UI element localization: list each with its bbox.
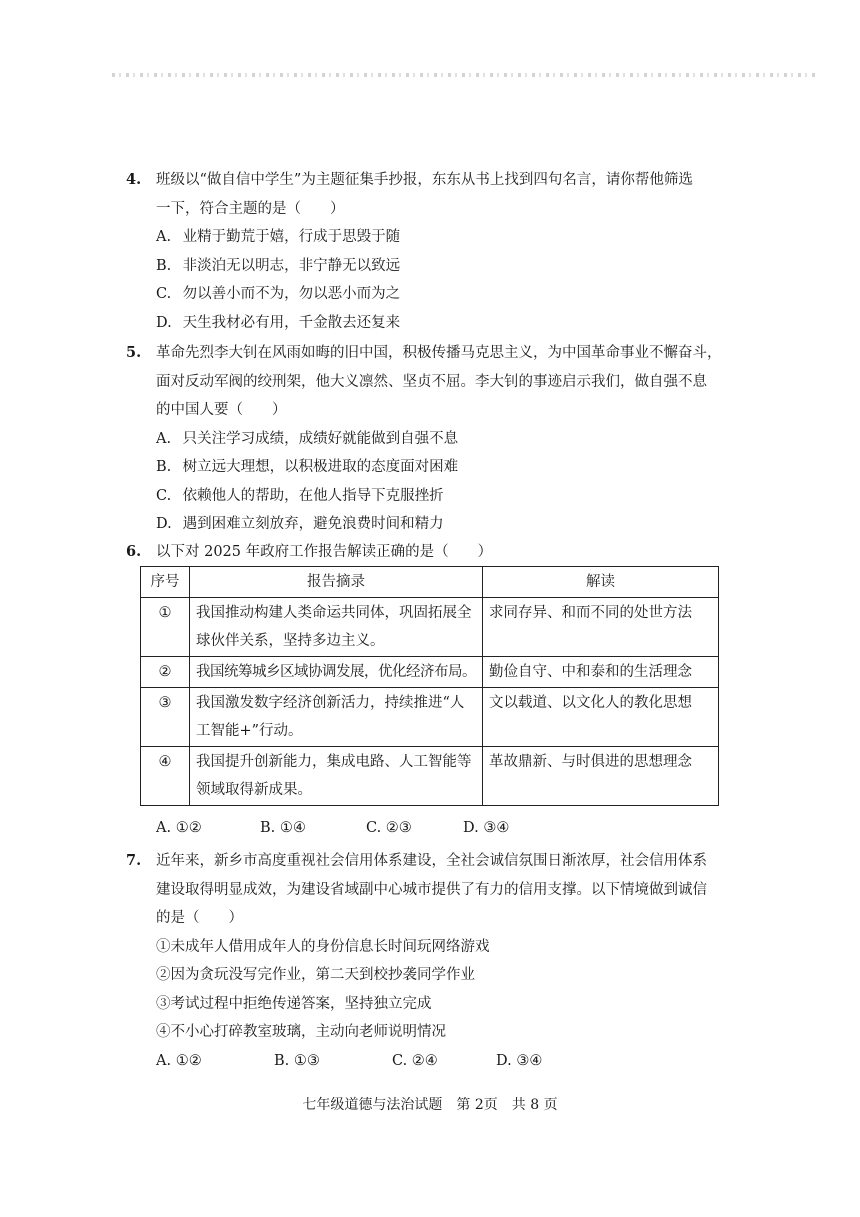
row-number: ④ xyxy=(141,747,190,806)
option-c: C. ②④ xyxy=(392,1052,438,1069)
question-stem: 革命先烈李大钊在风雨如晦的旧中国，积极传播马克思主义，为中国革命事业不懈奋斗， xyxy=(156,345,722,361)
option-b: B. 树立远大理想，以积极进取的态度面对困难 xyxy=(156,459,459,475)
question-stem-cont: 建设取得明显成效，为建设省域副中心城市提供了有力的信用支撑。以下情境做到诚信 xyxy=(156,881,707,898)
page-footer: 七年级道德与法治试题 第 2页 共 8 页 xyxy=(302,1097,558,1113)
question-4 xyxy=(126,166,736,337)
option-a: A. ①② xyxy=(156,820,202,836)
row-interp: 文以载道、以文化人的教化思想 xyxy=(483,688,719,747)
row-number: ① xyxy=(141,598,190,657)
question-number: 6. xyxy=(126,543,142,560)
question-5 xyxy=(126,339,736,539)
question-6-options xyxy=(126,814,736,843)
option-a: A. 只关注学习成绩，成绩好就能做到自强不息 xyxy=(156,430,459,447)
statement-item: ①未成年人借用成年人的身份信息长时间玩网络游戏 xyxy=(156,938,490,955)
table-row xyxy=(141,747,719,806)
option-b: B. ①③ xyxy=(274,1052,320,1069)
option-b: B. ①④ xyxy=(260,820,306,836)
header-excerpt: 报告摘录 xyxy=(190,567,483,598)
question-stem: 班级以“做自信中学生”为主题征集手抄报，东东从书上找到四句名言，请你帮他筛选 xyxy=(156,172,693,188)
header-no: 序号 xyxy=(141,567,190,598)
question-6 xyxy=(126,538,736,567)
option-c: C. 依赖他人的帮助，在他人指导下克服挫折 xyxy=(156,487,444,504)
table-header-row xyxy=(141,567,719,598)
table-row xyxy=(141,688,719,747)
row-interp: 求同存异、和而不同的处世方法 xyxy=(483,598,719,657)
option-a: A. 业精于勤荒于嬉，行成于思毁于随 xyxy=(156,229,401,245)
row-excerpt: 我国推动构建人类命运共同体，巩固拓展全 球伙伴关系，坚持多边主义。 xyxy=(190,598,483,657)
question-stem-cont: 的是（ ） xyxy=(156,910,243,926)
question-stem-cont: 面对反动军阀的绞刑架，他大义凛然、坚贞不屈。李大钊的事迹启示我们，做自强不息 xyxy=(156,373,707,390)
question-stem: 近年来，新乡市高度重视社会信用体系建设，全社会诚信氛围日渐浓厚，社会信用体系 xyxy=(156,853,707,869)
scan-artifact-top xyxy=(112,73,816,77)
row-interp: 勤俭自守、中和泰和的生活理念 xyxy=(483,657,719,688)
question-number: 5. xyxy=(126,344,142,361)
option-a: A. ①② xyxy=(156,1052,202,1069)
option-d: D. 天生我材必有用，千金散去还复来 xyxy=(156,314,401,331)
option-d: D. 遇到困难立刻放弃，避免浪费时间和精力 xyxy=(156,516,444,532)
report-table xyxy=(140,566,719,806)
question-stem-cont: 的中国人要（ ） xyxy=(156,402,287,418)
question-number: 4. xyxy=(126,171,142,188)
option-b: B. 非淡泊无以明志，非宁静无以致远 xyxy=(156,257,401,274)
row-interp: 革故鼎新、与时俱进的思想理念 xyxy=(483,747,719,806)
option-c: C. ②③ xyxy=(366,820,412,836)
statement-item: ③考试过程中拒绝传递答案，坚持独立完成 xyxy=(156,995,432,1012)
statement-item: ④不小心打碎教室玻璃，主动向老师说明情况 xyxy=(156,1024,446,1040)
question-stem-cont: 一下，符合主题的是（ ） xyxy=(156,200,345,217)
row-number: ② xyxy=(141,657,190,688)
header-interp: 解读 xyxy=(483,567,719,598)
table-row xyxy=(141,657,719,688)
row-excerpt: 我国统筹城乡区域协调发展，优化经济布局。 xyxy=(190,657,483,688)
question-stem: 以下对 2025 年政府工作报告解读正确的是（ ） xyxy=(156,544,493,560)
table-row xyxy=(141,598,719,657)
statement-item: ②因为贪玩没写完作业，第二天到校抄袭同学作业 xyxy=(156,967,475,983)
option-c: C. 勿以善小而不为，勿以恶小而为之 xyxy=(156,286,401,302)
question-7 xyxy=(126,847,736,1075)
row-number: ③ xyxy=(141,688,190,747)
option-d: D. ③④ xyxy=(463,820,510,836)
question-number: 7. xyxy=(126,852,142,869)
row-excerpt: 我国提升创新能力，集成电路、人工智能等 领域取得新成果。 xyxy=(190,747,483,806)
option-d: D. ③④ xyxy=(496,1052,543,1069)
row-excerpt: 我国激发数字经济创新活力，持续推进“人 工智能+”行动。 xyxy=(190,688,483,747)
